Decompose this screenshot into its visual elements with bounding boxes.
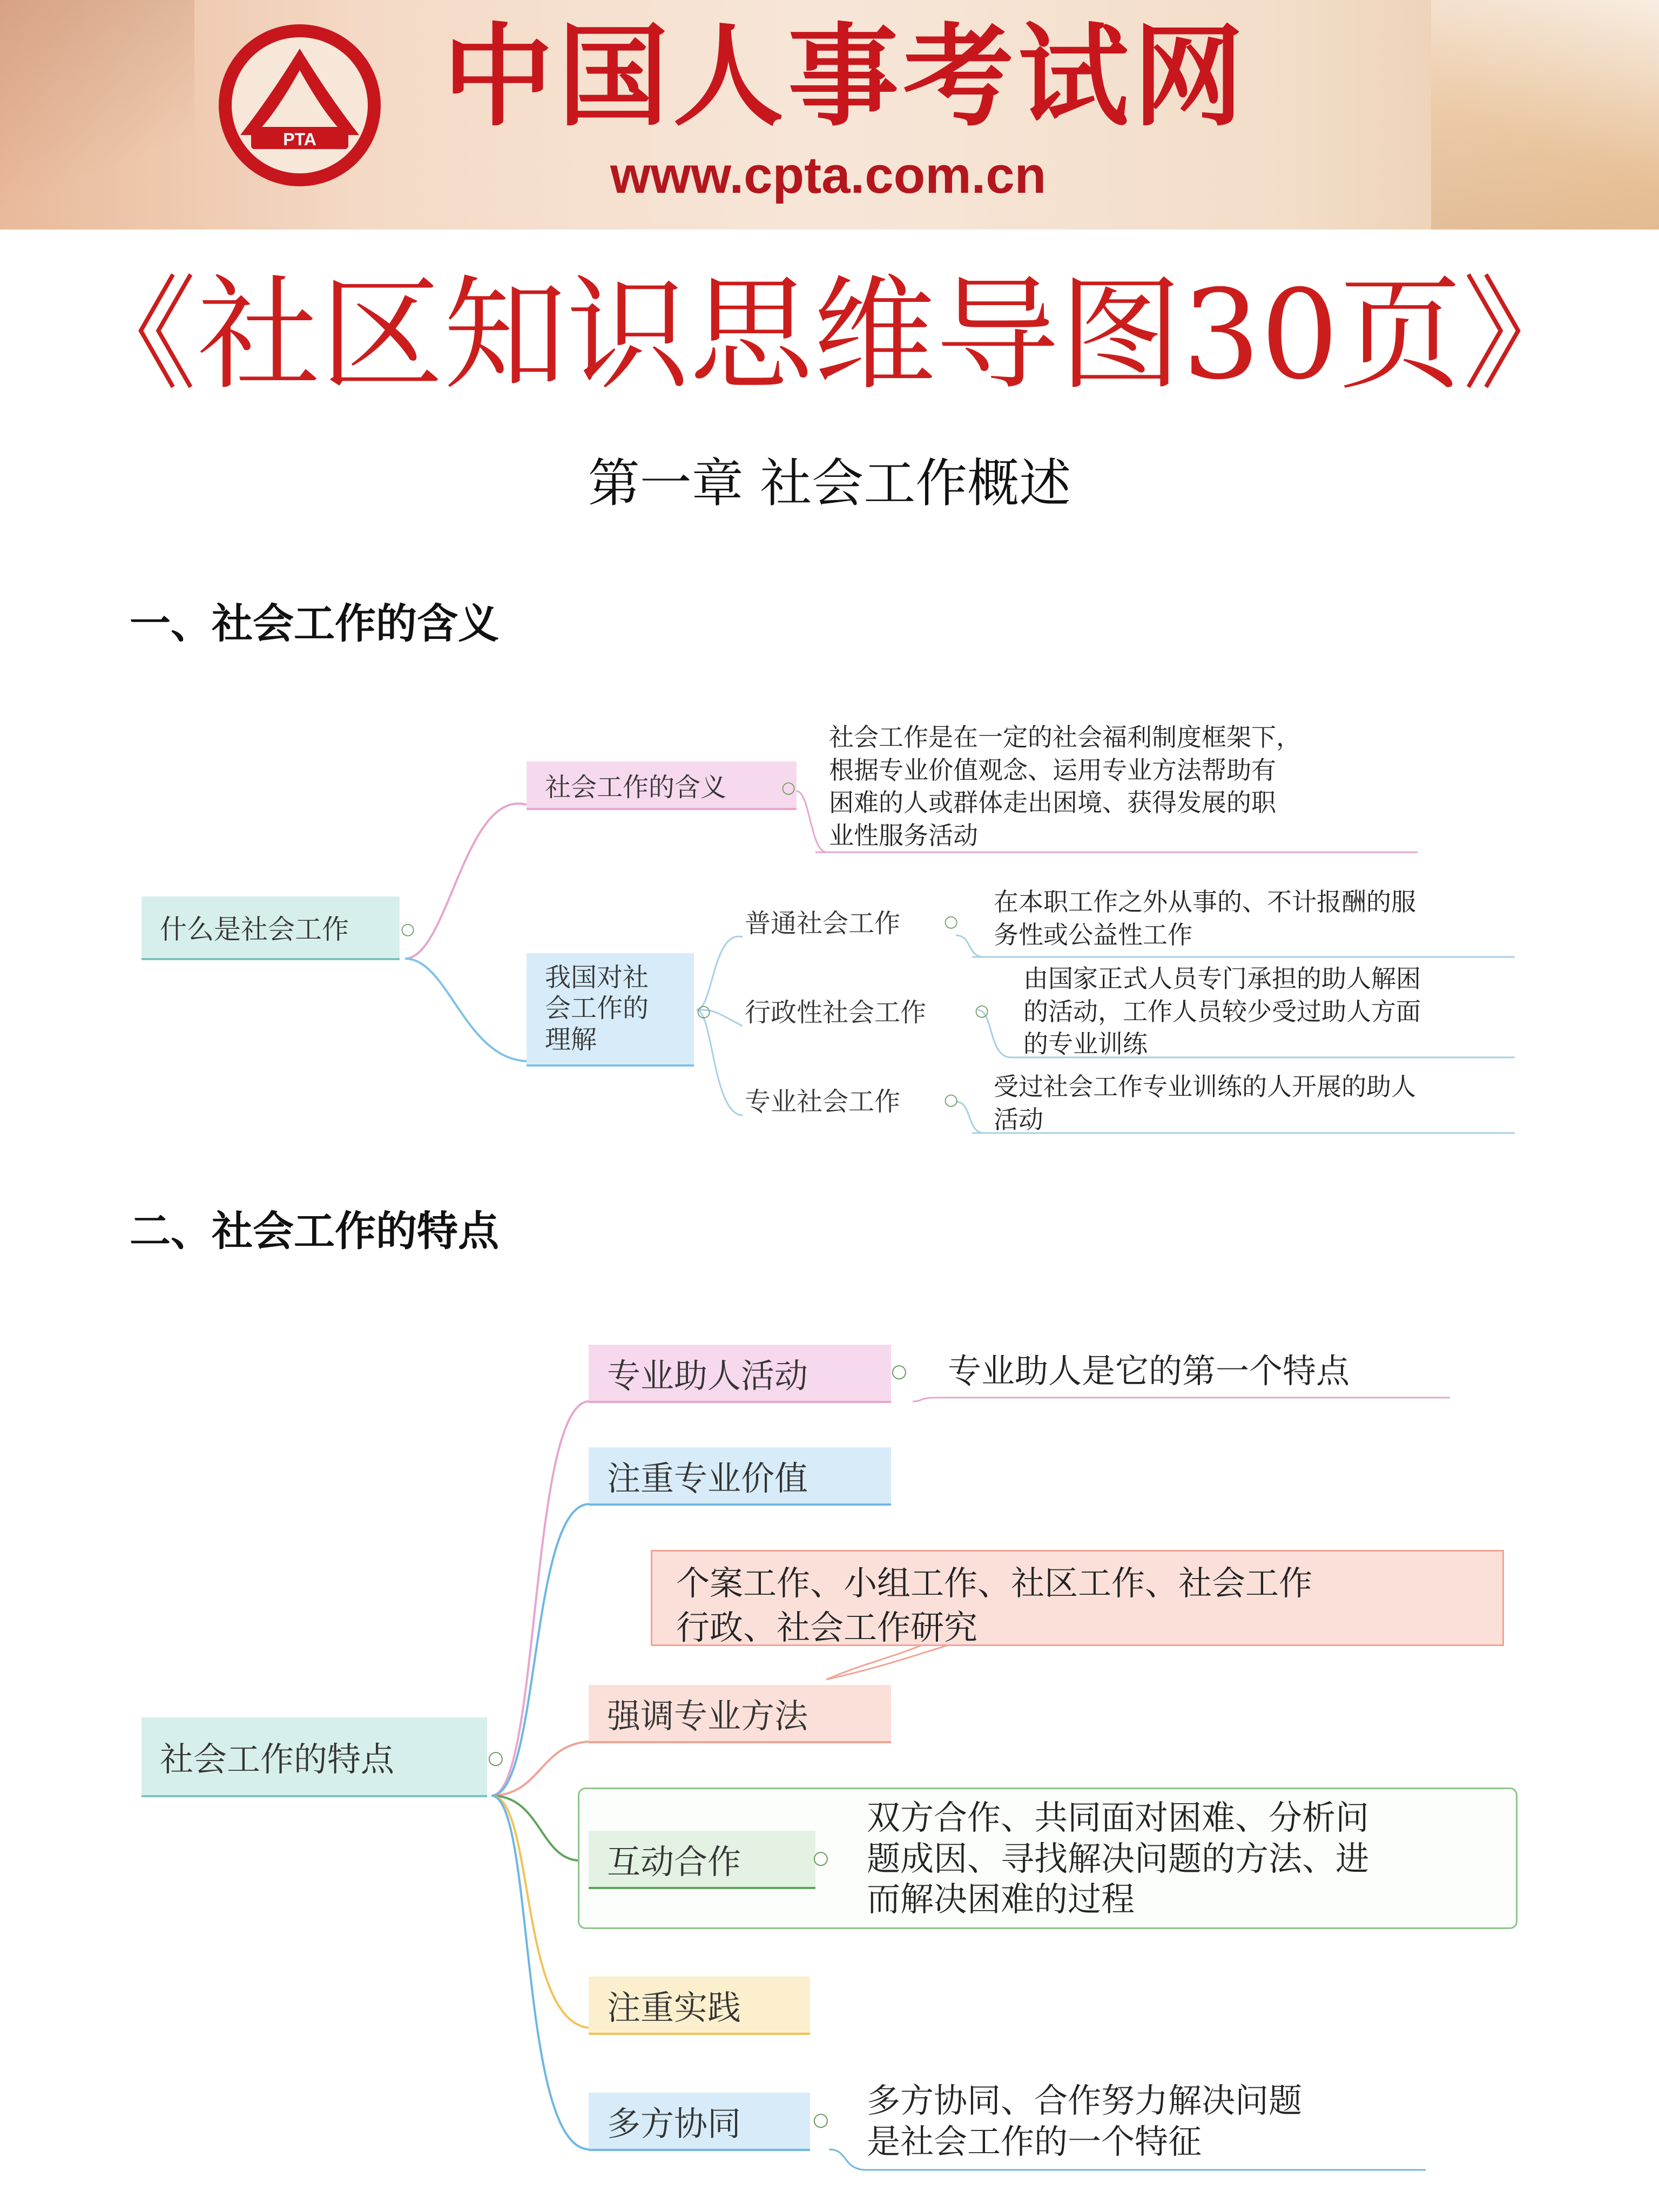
type-professional-text: 受过社会工作专业训练的人开展的助人 活动 [994,1072,1416,1134]
feature-label: 强调专业方法 [607,1696,808,1736]
site-url-link[interactable]: www.cpta.com.cn [610,146,1047,204]
site-name: 中国人事考试网 [443,13,1248,141]
feature-multi-party[interactable] [589,2093,810,2151]
type-administrative-text: 由国家正式人员专门承担的助人解困 的活动，工作人员较少受过助人方面 的专业训练 [1023,964,1421,1059]
type-administrative-label: 行政性社会工作 [745,997,927,1028]
feature-professional-methods[interactable] [589,1685,891,1743]
banner-great-wall-decoration [0,0,194,230]
feature-practice[interactable] [589,1977,810,2035]
branch-understanding-label: 我国对社 会工作的 理解 [545,962,649,1055]
mindmap-root-features[interactable] [141,1717,487,1797]
expand-circle-icon[interactable]: ○ [697,1002,711,1021]
expand-circle-icon[interactable]: ○ [975,1001,989,1020]
root-label: 什么是社会工作 [160,914,349,945]
feature-interactive-cooperation[interactable] [589,1831,815,1889]
feature-label: 互动合作 [607,1842,741,1881]
branch-meaning[interactable] [527,761,797,810]
expand-circle-icon[interactable]: ○ [488,1747,504,1769]
feature-label: 专业助人活动 [607,1355,808,1395]
feature-label: 注重专业价值 [607,1458,808,1498]
expand-circle-icon[interactable]: ○ [891,1360,907,1382]
expand-circle-icon[interactable]: ○ [944,912,959,931]
expand-circle-icon[interactable]: ○ [401,920,415,939]
feature-label: 多方协同 [607,2103,741,2143]
pta-logo-icon[interactable] [213,19,386,192]
feature-interaction-note: 双方合作、共同面对困难、分析问 题成因、寻找解决问题的方法、进 而解决困难的过程 [867,1798,1370,1919]
type-professional[interactable] [726,1083,959,1115]
chapter-title: 第一章 社会工作概述 [588,453,1071,514]
banner-bird-nest-decoration [1431,0,1659,230]
expand-circle-icon[interactable]: ○ [781,778,796,797]
type-ordinary-label: 普通社会工作 [745,908,901,939]
section2-heading: 二、社会工作的特点 [130,1207,499,1255]
type-ordinary[interactable] [726,905,959,937]
root-label: 社会工作的特点 [160,1739,395,1779]
feature-professional-help-note: 专业助人是它的第一个特点 [948,1351,1350,1391]
branch-understanding[interactable] [527,953,694,1067]
feature-professional-help[interactable] [589,1345,891,1403]
branch-meaning-label: 社会工作的含义 [545,772,727,802]
type-professional-label: 专业社会工作 [745,1086,901,1117]
expand-circle-icon[interactable]: ○ [813,2109,829,2130]
feature-label: 注重实践 [607,1987,741,2027]
feature-methods-note: 个案工作、小组工作、社区工作、社会工作 行政、社会工作研究 [651,1550,1504,1646]
logo-text: PTA [283,130,316,149]
mindmap-root-what-is-social-work[interactable] [141,896,400,960]
feature-professional-values[interactable] [589,1447,891,1506]
meaning-definition-text: 社会工作是在一定的社会福利制度框架下， 根据专业价值观念、运用专业方法帮助有 困难的人或群体走出困境、获得发展的职 业性服务活动 [829,723,1301,851]
expand-circle-icon[interactable]: ○ [813,1847,829,1869]
header-banner [0,0,1659,230]
feature-multi-party-note: 多方协同、合作努力解决问题 是社会工作的一个特征 [867,2081,1303,2161]
type-ordinary-text: 在本职工作之外从事的、不计报酬的服 务性或公益性工作 [994,887,1416,949]
expand-circle-icon[interactable]: ○ [944,1090,959,1109]
section1-heading: 一、社会工作的含义 [130,599,499,648]
type-administrative[interactable] [726,994,980,1026]
document-title: 《社区知识思维导图30页》 [73,263,1586,407]
